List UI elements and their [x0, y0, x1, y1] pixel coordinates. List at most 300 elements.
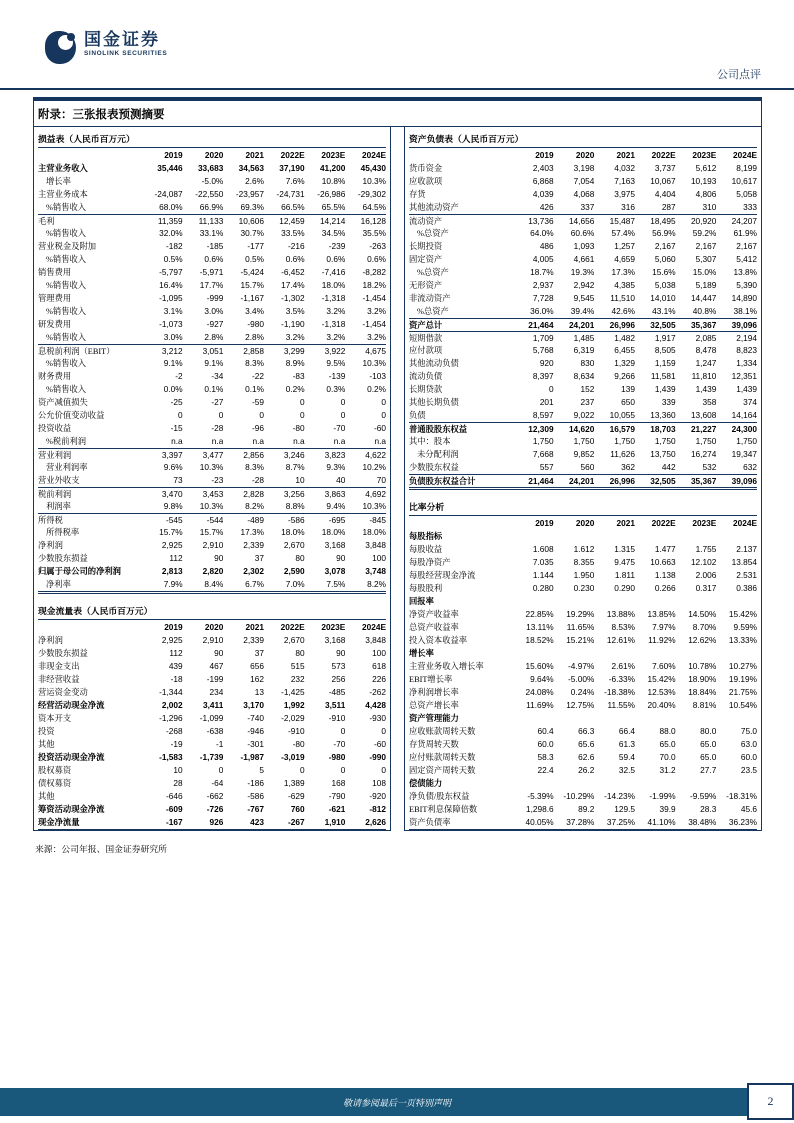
cell-value: 14,214 — [319, 216, 346, 226]
cell-value: 10.8% — [321, 176, 346, 186]
cell-value: 9,266 — [614, 371, 635, 381]
table-row — [409, 803, 757, 816]
row-label: %销售收入 — [46, 229, 87, 238]
cell-value: -70 — [333, 423, 346, 433]
table-row — [409, 582, 757, 595]
cell-value: n.a — [293, 436, 305, 446]
cell-value: 3.0% — [204, 306, 224, 316]
cell-value: 0 — [381, 410, 386, 420]
cell-value: 2,085 — [695, 333, 717, 343]
cell-value: 1,247 — [695, 358, 717, 368]
cell-value: -1,987 — [240, 752, 264, 762]
cell-value: 10.2% — [362, 462, 386, 472]
year-header-row — [38, 148, 386, 162]
cell-value: 10,193 — [690, 176, 717, 186]
cell-value: 5,412 — [736, 254, 757, 264]
cell-value: 15.60% — [525, 661, 554, 671]
cell-value: -263 — [369, 241, 386, 251]
cell-value: -7,416 — [321, 267, 346, 277]
row-label: 货币资金 — [409, 164, 443, 173]
cell-value: 33.5% — [281, 228, 305, 238]
row-label: 流动资产 — [409, 217, 443, 226]
cell-value: -1,095 — [159, 293, 183, 303]
cell-value: 1,709 — [532, 333, 554, 343]
cell-value: 15.7% — [199, 527, 224, 537]
cell-value: 2,670 — [283, 540, 305, 550]
cell-value: 1.811 — [614, 570, 635, 580]
cell-value: 35.5% — [362, 228, 386, 238]
cell-value: -26,986 — [317, 189, 346, 199]
cell-value: 6,319 — [573, 345, 595, 355]
cell-value: 9.3% — [326, 462, 346, 472]
cell-value: 58.3 — [537, 752, 554, 762]
cell-value: 5,768 — [532, 345, 554, 355]
cell-value: -927 — [206, 319, 224, 329]
cell-value: -9.59% — [690, 791, 717, 801]
cell-value: 66.4 — [618, 726, 635, 736]
cell-value: 0.6% — [204, 254, 224, 264]
cell-value: -24,731 — [276, 189, 305, 199]
cell-value: 31.2 — [659, 765, 676, 775]
row-label: 主营业务收入增长率 — [409, 662, 484, 671]
cell-value: -695 — [328, 515, 346, 525]
cell-value: 18,495 — [650, 216, 676, 226]
cell-value: 139 — [621, 384, 635, 394]
row-label: 应付账款周转天数 — [409, 753, 476, 762]
cell-value: 30.7% — [240, 228, 264, 238]
cell-value: -10.29% — [563, 791, 595, 801]
cell-value: 7.035 — [532, 557, 554, 567]
company-name-en: SINOLINK SECURITIES — [84, 50, 168, 57]
cell-value: 1,329 — [614, 358, 635, 368]
cell-value: 65.6 — [578, 739, 595, 749]
cell-value: -5.00% — [568, 674, 595, 684]
table-row — [409, 370, 757, 383]
row-label: 利润率 — [46, 502, 71, 511]
cell-value: 8.355 — [573, 557, 595, 567]
logo-text — [84, 31, 167, 58]
table-row — [38, 214, 386, 227]
cell-value: 439 — [168, 661, 183, 671]
cell-value: -1,073 — [159, 319, 183, 329]
cell-value: 7.97% — [652, 622, 676, 632]
table-row — [38, 318, 386, 331]
row-label: 营业税金及附加 — [38, 242, 97, 251]
table-row — [409, 634, 757, 647]
row-label: %销售收入 — [46, 281, 87, 290]
cell-value: 8.4% — [204, 579, 224, 589]
cell-value: 10.78% — [688, 661, 717, 671]
cell-value: 1,750 — [736, 436, 757, 446]
cell-value — [594, 777, 635, 790]
cell-value — [635, 595, 676, 608]
cell-value: -23 — [211, 475, 224, 485]
cell-value: 2023E — [692, 518, 717, 528]
cell-value: 90 — [214, 648, 224, 658]
cell-value: 2020 — [204, 150, 224, 160]
cell-value: 28.3 — [700, 804, 717, 814]
cell-value: 37.28% — [566, 817, 595, 827]
cell-value: -301 — [247, 739, 264, 749]
cell-value: 4,428 — [365, 700, 386, 710]
cell-value: 2,403 — [532, 163, 554, 173]
cell-value: 3,848 — [365, 540, 386, 550]
table-row — [38, 816, 386, 829]
cell-value: 62.6 — [578, 752, 595, 762]
row-label: %销售收入 — [46, 203, 87, 212]
cell-value: -167 — [166, 817, 183, 827]
cell-value: 10 — [295, 475, 305, 485]
cell-value: -8,282 — [362, 267, 386, 277]
table-row — [38, 673, 386, 686]
cell-value: -96 — [252, 423, 264, 433]
cell-value — [716, 712, 757, 725]
cell-value: 15.42% — [728, 609, 757, 619]
table-row — [409, 777, 757, 790]
cell-value: 168 — [331, 778, 346, 788]
cell-value: 10.3% — [362, 176, 386, 186]
cell-value: 26,996 — [609, 320, 635, 330]
cell-value: 650 — [621, 397, 635, 407]
cell-value: -2,029 — [281, 713, 305, 723]
cell-value: 2,339 — [243, 540, 264, 550]
cell-value: 13.33% — [728, 635, 757, 645]
cell-value: -18.38% — [604, 687, 635, 697]
row-label: 非流动资产 — [409, 294, 451, 303]
row-label: 每股指标 — [409, 532, 443, 541]
table-row — [409, 751, 757, 764]
row-label: 其他流动资产 — [409, 203, 459, 212]
table-row — [409, 396, 757, 409]
table-row — [38, 513, 386, 526]
cell-value: -27 — [211, 397, 224, 407]
row-label: 存货周转天数 — [409, 740, 459, 749]
cell-value: -60 — [374, 739, 386, 749]
cell-value: 6,455 — [614, 345, 635, 355]
cell-value: -28 — [252, 475, 264, 485]
year-header-row — [409, 516, 757, 530]
row-label: 营业利润 — [38, 451, 72, 460]
cell-value: -6.33% — [608, 674, 635, 684]
cell-value: 152 — [580, 384, 595, 394]
cell-value: 11.55% — [607, 700, 635, 710]
cell-value: 3,256 — [283, 489, 305, 499]
cell-value: 333 — [743, 202, 757, 212]
cell-value: 88.0 — [659, 726, 676, 736]
table-row — [409, 214, 757, 227]
cell-value: 232 — [290, 674, 305, 684]
cell-value: 32.0% — [159, 228, 183, 238]
cell-value: 1,992 — [283, 700, 305, 710]
cell-value: -1 — [215, 739, 224, 749]
cell-value: 41,200 — [319, 163, 346, 173]
cell-value: 68.0% — [159, 202, 183, 212]
cell-value: 23.5 — [740, 765, 757, 775]
cell-value: 73 — [173, 475, 183, 485]
cell-value: 1,439 — [654, 384, 676, 394]
cell-value: 1.608 — [532, 544, 554, 554]
cell-value: 63.0 — [740, 739, 757, 749]
cell-value: 2024E — [733, 518, 757, 528]
row-label: EBIT利息保障倍数 — [409, 805, 478, 814]
cell-value: 90 — [336, 553, 346, 563]
cell-value: 1,485 — [573, 333, 595, 343]
table-row — [409, 253, 757, 266]
row-label: 增长率 — [46, 177, 71, 186]
cell-value: -1,454 — [362, 293, 386, 303]
cell-value: 12,309 — [528, 424, 554, 434]
cell-value: 3,246 — [283, 450, 305, 460]
cell-value: 316 — [621, 202, 635, 212]
cell-value: 8.9% — [285, 358, 305, 368]
table-row — [409, 292, 757, 305]
row-label: 固定资产周转天数 — [409, 766, 476, 775]
cell-value: 41.10% — [647, 817, 676, 827]
cell-value: 10,055 — [609, 410, 635, 420]
row-label: 资产负债率 — [409, 818, 451, 827]
row-label: 少数股东损益 — [38, 649, 88, 658]
table-row — [409, 201, 757, 214]
cell-value: 3,168 — [324, 635, 346, 645]
row-label: 每股经营现金净流 — [409, 571, 476, 580]
row-label: 债权募资 — [38, 779, 72, 788]
cell-value: 66.5% — [281, 202, 305, 212]
cell-value: 38.1% — [733, 306, 757, 316]
cell-value: 11.65% — [566, 622, 595, 632]
cell-value: 4,385 — [614, 280, 635, 290]
cell-value: -910 — [328, 713, 346, 723]
cell-value: 59.2% — [692, 228, 717, 238]
cell-value: 2022E — [651, 150, 676, 160]
cell-value: 557 — [539, 462, 554, 472]
table-row — [38, 539, 386, 552]
cell-value: 2,858 — [243, 346, 264, 356]
row-label: 经营活动现金净流 — [38, 701, 105, 710]
sinolink-logo-icon — [45, 31, 76, 64]
row-label: 未分配利润 — [417, 450, 459, 459]
cell-value — [676, 647, 717, 660]
row-label: %总资产 — [417, 268, 449, 277]
table-row — [38, 435, 386, 448]
cell-value: 3,051 — [202, 346, 224, 356]
cell-value: 4,039 — [532, 189, 554, 199]
cell-value: 9.475 — [614, 557, 635, 567]
cell-value: 2.61% — [611, 661, 635, 671]
cell-value: 0 — [340, 410, 346, 420]
cell-value: 5,038 — [654, 280, 676, 290]
cell-value: -5,971 — [199, 267, 224, 277]
cell-value: 32,505 — [650, 320, 676, 330]
cell-value: -662 — [206, 791, 224, 801]
cell-value: 10,606 — [238, 216, 264, 226]
cell-value: 1.950 — [573, 570, 595, 580]
table-row — [38, 396, 386, 409]
table-row — [38, 500, 386, 513]
table-row — [409, 331, 757, 344]
table-row — [38, 578, 386, 591]
cell-value: 45,430 — [360, 163, 386, 173]
cell-value: -3,019 — [281, 752, 305, 762]
cell-value — [676, 777, 717, 790]
cell-value: -609 — [166, 804, 183, 814]
cell-value: 7.0% — [285, 579, 305, 589]
cell-value: 4,622 — [365, 450, 386, 460]
cell-value: 7.5% — [326, 579, 346, 589]
cell-value: 14.50% — [688, 609, 717, 619]
cell-value: 2022E — [280, 150, 305, 160]
row-label: 偿债能力 — [409, 779, 443, 788]
cell-value: 1,389 — [283, 778, 305, 788]
cell-value: -64 — [211, 778, 224, 788]
row-label: 归属于母公司的净利润 — [38, 567, 121, 576]
cell-value: -216 — [288, 241, 305, 251]
cell-value: 2021 — [616, 150, 635, 160]
cell-value: 0.386 — [736, 583, 757, 593]
row-label: EBIT增长率 — [409, 675, 453, 684]
table-row — [409, 543, 757, 556]
cell-value: 0 — [218, 410, 224, 420]
cell-value: 24.08% — [525, 687, 554, 697]
cell-value: -5,424 — [240, 267, 264, 277]
cash-flow-title: 现金流量表（人民币百万元） — [38, 601, 386, 620]
cell-value: 2,828 — [243, 489, 264, 499]
cell-value: 21,464 — [528, 476, 554, 486]
table-row — [409, 738, 757, 751]
cell-value: 256 — [331, 674, 346, 684]
table-row — [38, 660, 386, 673]
row-label: 营业利润率 — [46, 463, 88, 472]
row-label: 普通股股东权益 — [409, 425, 468, 434]
cell-value: 2.137 — [736, 544, 757, 554]
row-label: 每股股利 — [409, 584, 443, 593]
appendix-content — [33, 97, 762, 855]
cell-value: 64.5% — [362, 202, 386, 212]
cell-value: 7,728 — [532, 293, 554, 303]
cell-value: 0.317 — [695, 583, 717, 593]
row-label: 其中：股本 — [409, 437, 451, 446]
row-label — [38, 620, 142, 634]
cell-value: 3,470 — [161, 489, 183, 499]
cell-value: 0.230 — [573, 583, 595, 593]
cell-value: 2,937 — [532, 280, 554, 290]
cell-value: 42.6% — [611, 306, 635, 316]
cell-value: 40 — [336, 475, 346, 485]
cell-value: 2,590 — [283, 566, 305, 576]
row-label: 所得税 — [38, 516, 63, 525]
cell-value: 9.1% — [204, 358, 224, 368]
cell-value: 7.6% — [285, 176, 305, 186]
cell-value: 2019 — [535, 518, 554, 528]
cell-value: 35,367 — [690, 320, 717, 330]
row-label: 主营业务收入 — [38, 164, 88, 173]
cell-value: 0.280 — [532, 583, 554, 593]
cell-value: 2,670 — [283, 635, 305, 645]
row-label — [409, 148, 513, 162]
row-label: 资产减值损失 — [38, 398, 88, 407]
cell-value: 33.1% — [199, 228, 224, 238]
cell-value: 17.3% — [611, 267, 635, 277]
cell-value: 7,668 — [532, 449, 554, 459]
right-panel — [404, 127, 762, 831]
cell-value: 1,439 — [736, 384, 757, 394]
cell-value: 287 — [661, 202, 676, 212]
year-header-row — [409, 148, 757, 162]
cell-value: -34 — [211, 371, 224, 381]
cell-value: -59 — [252, 397, 264, 407]
cell-value: 10.27% — [728, 661, 757, 671]
table-row — [38, 487, 386, 500]
cell-value: 3.0% — [163, 332, 183, 342]
cell-value — [594, 647, 635, 660]
cell-value: 4,005 — [532, 254, 554, 264]
table-row — [409, 422, 757, 435]
cell-value: 37,190 — [279, 163, 305, 173]
cell-value: -268 — [166, 726, 183, 736]
row-label: 净利润 — [38, 541, 63, 550]
year-header-row — [38, 620, 386, 634]
row-label: 毛利 — [38, 217, 55, 226]
cell-value: 65.0 — [659, 739, 676, 749]
appendix-title: 附录：三张报表预测摘要 — [33, 97, 762, 127]
cell-value: 13 — [254, 687, 264, 697]
cell-value: 8,597 — [532, 410, 554, 420]
table-row — [38, 474, 386, 487]
cell-value: 18.0% — [321, 280, 346, 290]
cell-value: 12.102 — [690, 557, 717, 567]
cell-value: -586 — [288, 515, 305, 525]
cell-value: 45.6 — [740, 804, 757, 814]
cell-value: 2,856 — [243, 450, 264, 460]
row-label: 总资产增长率 — [409, 701, 459, 710]
cell-value — [554, 712, 595, 725]
cell-value: -1,167 — [240, 293, 264, 303]
cell-value: 560 — [580, 462, 595, 472]
cell-value: -1,739 — [199, 752, 224, 762]
cell-value: -22,550 — [195, 189, 224, 199]
income-statement-table — [38, 129, 386, 594]
cell-value: 80 — [295, 648, 305, 658]
cell-value: 2,813 — [161, 566, 183, 576]
cell-value: -262 — [369, 687, 386, 697]
cell-value: 3,848 — [365, 635, 386, 645]
cell-value: 14,620 — [568, 424, 595, 434]
cell-value: 59.4 — [618, 752, 635, 762]
cell-value: 10,617 — [731, 176, 757, 186]
table-row — [38, 751, 386, 764]
table-row — [38, 279, 386, 292]
cell-value: -1,583 — [159, 752, 183, 762]
table-row — [409, 279, 757, 292]
cell-value: 2019 — [164, 622, 183, 632]
cell-value: 5,058 — [736, 189, 757, 199]
cell-value: 0 — [300, 765, 305, 775]
row-label: %销售收入 — [46, 307, 87, 316]
cell-value: 80 — [295, 553, 305, 563]
cell-value: 90 — [214, 553, 224, 563]
cell-value: 64.0% — [530, 228, 554, 238]
cell-value: 6.7% — [245, 579, 264, 589]
cell-value: 11.92% — [648, 635, 676, 645]
cell-value: 0 — [218, 765, 224, 775]
table-row — [409, 318, 757, 331]
cell-value: 22.85% — [525, 609, 554, 619]
cell-value: 2,167 — [654, 241, 676, 251]
cell-value: 15.7% — [159, 527, 183, 537]
cell-value: 3,299 — [283, 346, 305, 356]
cell-value: 11,510 — [610, 293, 635, 303]
cell-value: 9.5% — [326, 358, 346, 368]
cell-value: 12,351 — [731, 371, 757, 381]
